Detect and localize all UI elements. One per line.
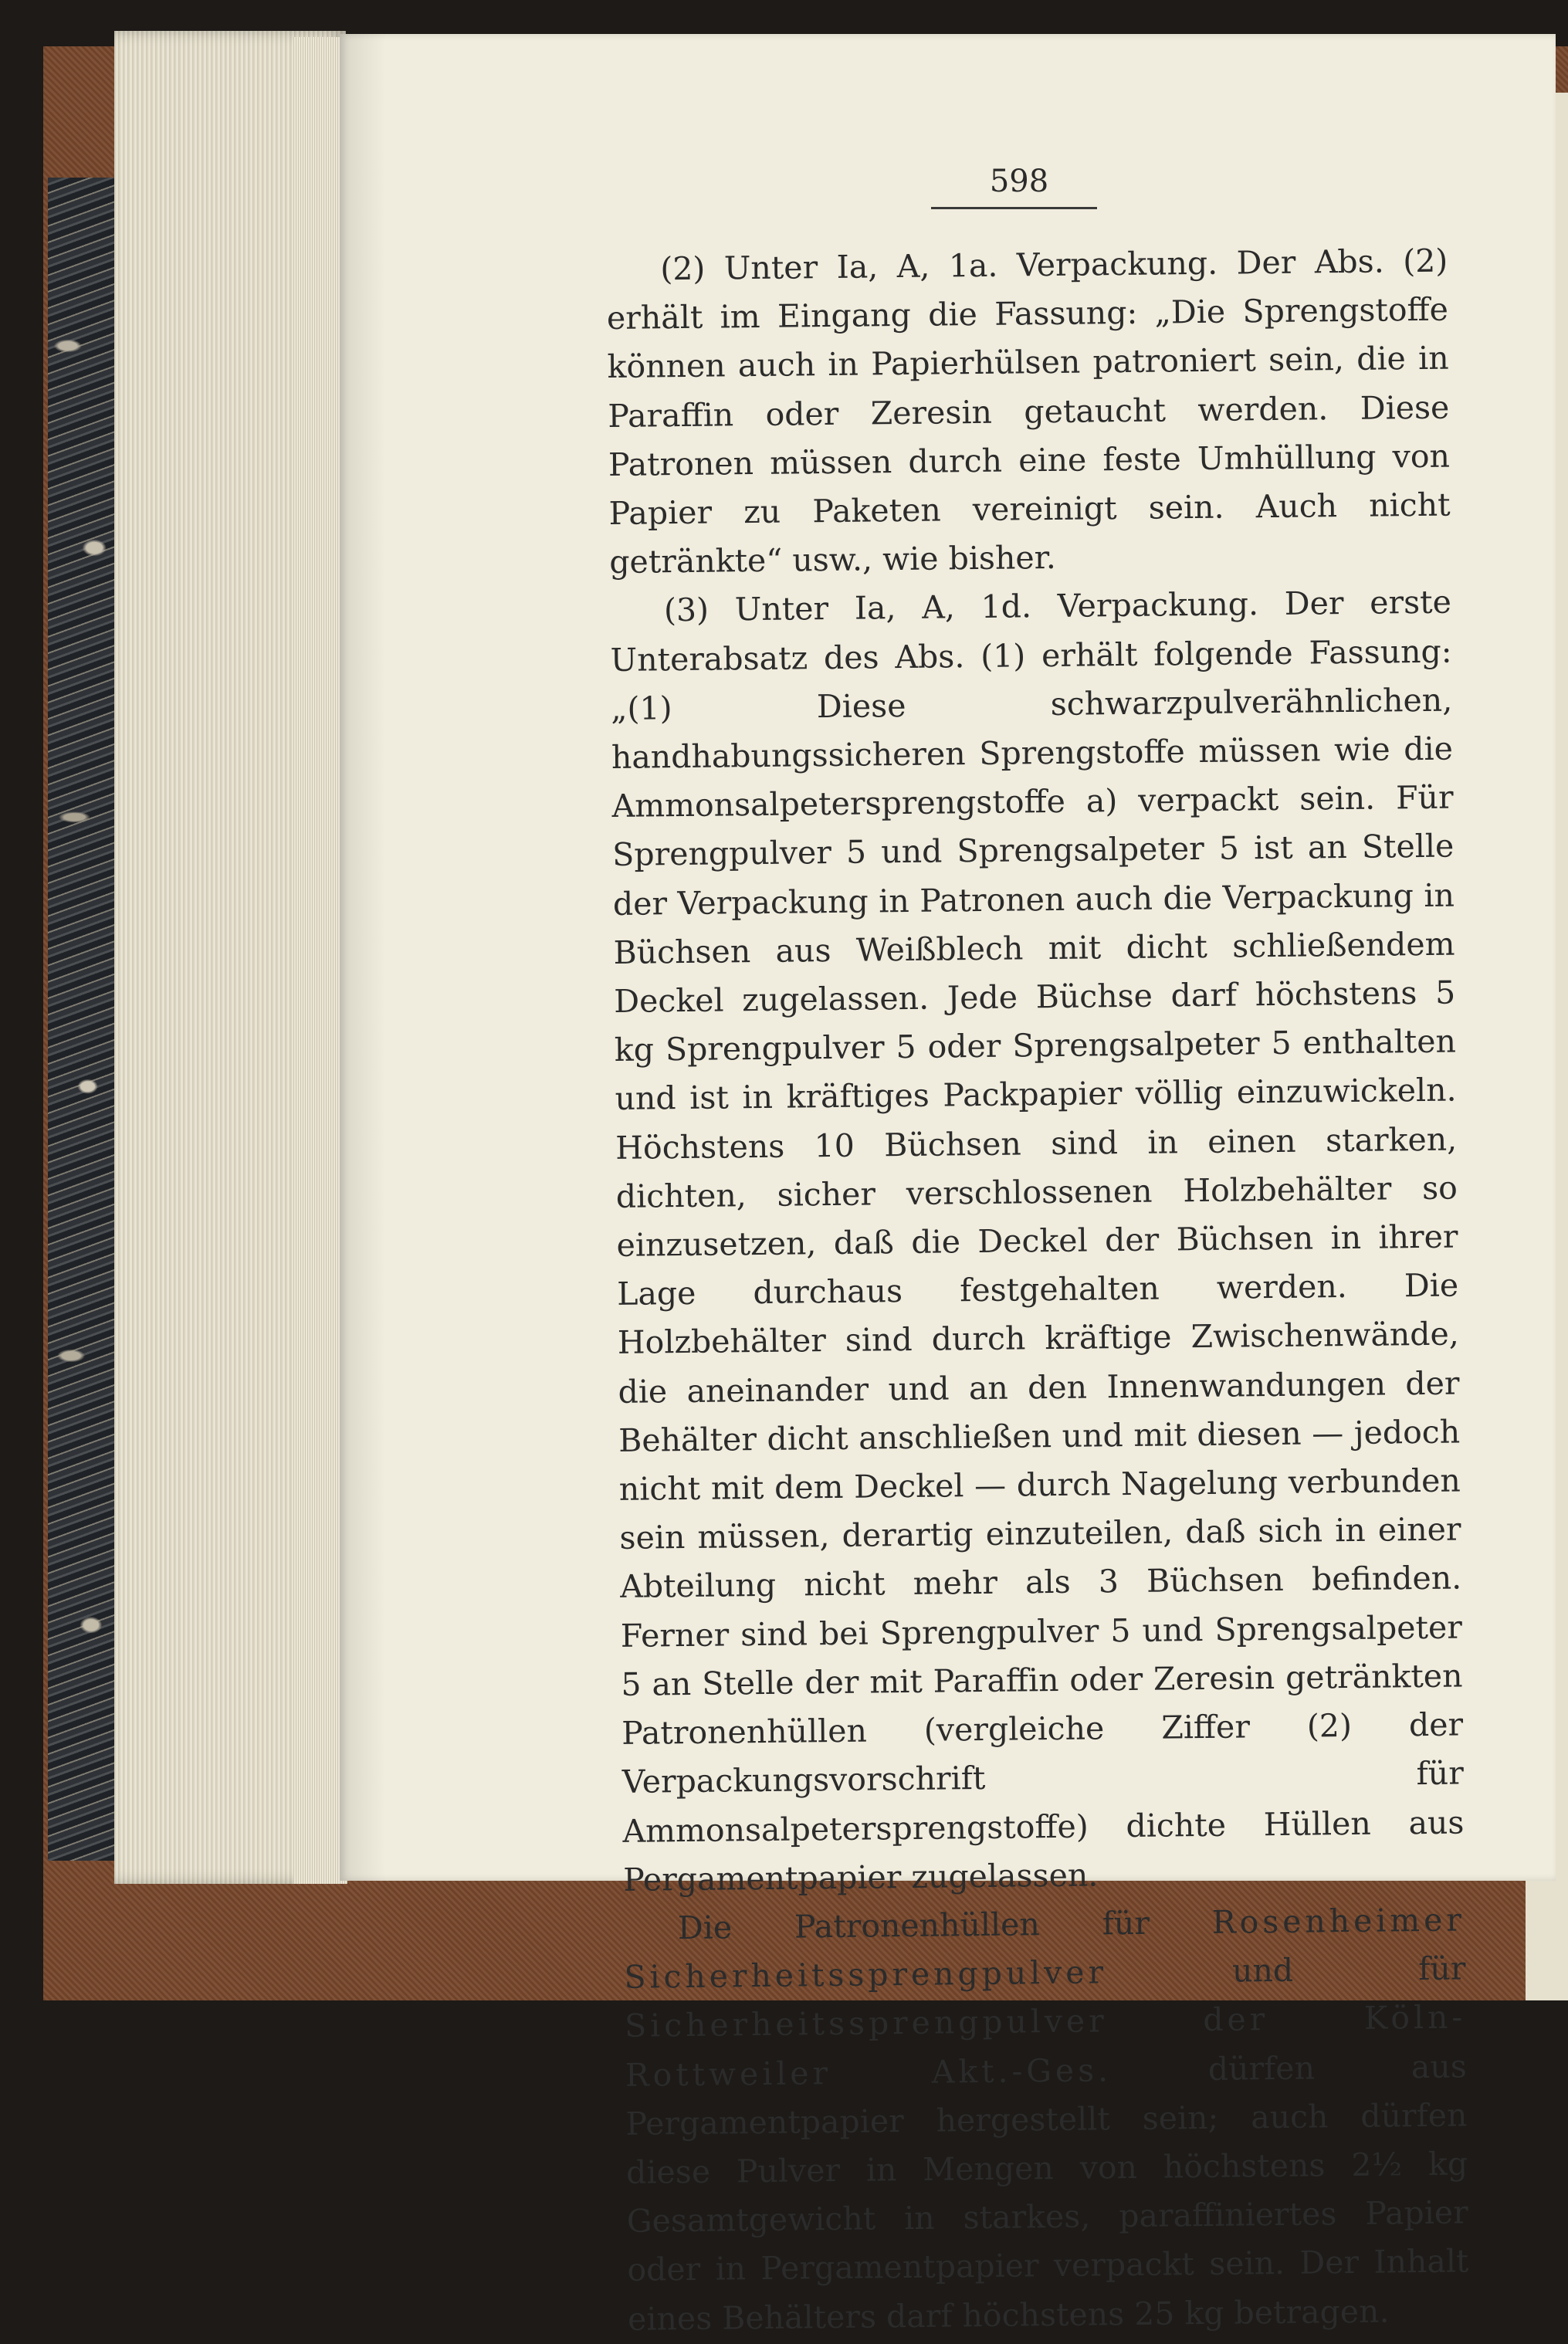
paragraph xyxy=(624,1895,1470,2343)
spaced-text: Rosenheimer Sicherheitssprengpulver xyxy=(624,1901,1466,1996)
page-number-rule xyxy=(931,207,1097,209)
paragraph xyxy=(610,578,1465,1905)
text-run: (2) Unter Ia, A, 1a. Verpackung. Der Abs. (2) erhält im Eingang die Fassung: „Die Sprengstoffe können auch in Papierhülsen patroniert sein, die in Paraffin oder Zeresin getaucht werden. Diese Patronen müssen durch eine feste Umhüllung von Papier zu Paketen vereinigt sein. Auch nicht getränkte“ usw., wie bisher. xyxy=(606,242,1451,581)
paragraph xyxy=(606,237,1451,588)
text-run: (3) Unter Ia, A, 1d. Verpackung. Der erste Unterabsatz des Abs. (1) erhält folgende Fassung: „(1) Diese schwarzpulverähnlichen, handhabungssicheren Sprengstoffe müssen wie die Ammonsalpetersprengstoffe a) verpackt sein. Für Sprengpulver 5 und Sprengsalpeter 5 ist an Stelle der Verpackung in Patronen auch die Verpackung in Büchsen aus Weißblech mit dicht schließendem Deckel zugelassen. Jede Büchse darf höchstens 5 kg Sprengpulver 5 oder Sprengsalpeter 5 enthalten und ist in kräftiges Packpapier völlig einzuwickeln. Höchstens 10 Büchsen sind in einen starken, dichten, sicher verschlossenen Holzbehälter so einzusetzen, daß die Deckel der Büchsen in ihrer Lage durchaus festgehalten werden. Die Holzbehälter sind durch kräftige Zwischenwände, die aneinander und an den Innenwandungen der Behälter dicht anschließen und mit diesen — jedoch nicht mit dem Deckel — durch Nagelung verbunden sein müssen, derartig einzuteilen, daß sich in einer Abteilung nicht mehr als 3 Büchsen befinden. Ferner sind bei Sprengpulver 5 und Sprengsalpeter 5 an Stelle der mit Paraffin oder Zeresin getränkten Patronenhüllen (vergleiche Ziffer (2) der Verpackungsvorschrift für Ammonsalpetersprengstoffe) dichte Hüllen aus Pergamentpapier zugelassen. xyxy=(610,583,1465,1899)
page-number: 598 xyxy=(989,164,1049,199)
text-run: Die Patronenhüllen für xyxy=(677,1903,1213,1947)
text-run: und für xyxy=(1106,1949,1466,1991)
body-text xyxy=(606,237,1469,2344)
text-run: dürfen aus Pergamentpapier hergestellt sein; auch dürfen diese Pulver in Mengen von höchstens 2½ kg Gesamtgewicht in starkes, paraffiniertes Papier oder in Pergamentpapier verpackt sein. Der Inhalt eines Behälters darf höchstens 25 kg betragen. xyxy=(625,2047,1469,2338)
spaced-text: Sicherheitssprengpulver der Köln-Rottweiler Akt.-Ges. xyxy=(624,1998,1467,2094)
marbled-endpaper xyxy=(48,178,114,1861)
